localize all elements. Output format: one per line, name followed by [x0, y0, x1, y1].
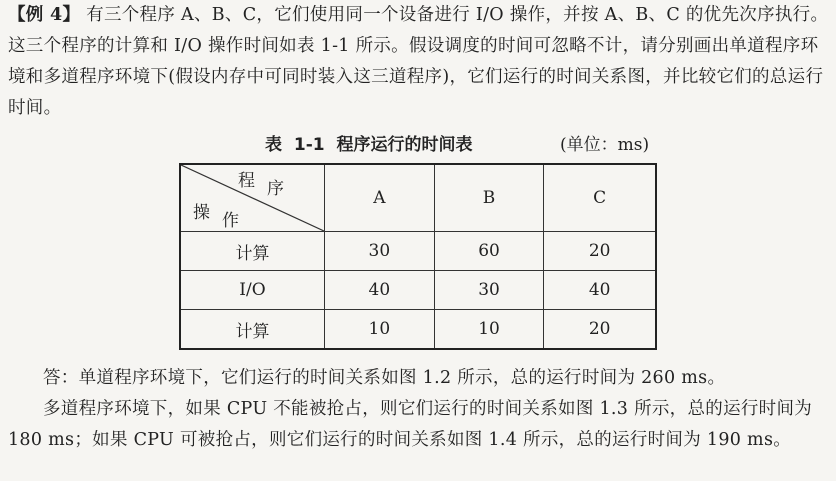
answer-section: [8, 363, 830, 456]
table-title: 表 1-1 程序运行的时间表: [265, 135, 473, 155]
diagonal-header-cell: [180, 164, 325, 232]
table-cell: 40: [325, 271, 435, 310]
table-cell: 10: [325, 310, 435, 350]
row-label: 计算: [180, 232, 325, 271]
answer-line-single: 答：单道程序环境下，它们运行的时间关系如图 1.2 所示，总的运行时间为 260 ms。: [43, 368, 726, 388]
table-cell: 10: [434, 310, 544, 350]
table-header-row: [180, 164, 656, 232]
table-caption: [0, 130, 836, 160]
table-cell: 30: [325, 232, 435, 271]
table-unit: (单位：ms): [560, 135, 650, 155]
table-row: [180, 232, 656, 271]
answer-line-multi: 多道程序环境下，如果 CPU 不能被抢占，则它们运行的时间关系如图 1.3 所示，总的运行时间为 180 ms；如果 CPU 可被抢占，则它们运行的时间关系如图 1.4 所示，总的运行时间为 190 ms。: [8, 399, 813, 450]
row-label: 计算: [180, 310, 325, 350]
column-header-c: C: [544, 164, 656, 232]
time-table: [179, 163, 657, 350]
problem-text: 有三个程序 A、B、C，它们使用同一个设备进行 I/O 操作，并按 A、B、C 的优先次序执行。这三个程序的计算和 I/O 操作时间如表 1-1 所示。假设调度的时间可忽略不计，请分别画出单道程序环境和多道程序环境下(假设内存中可同时装入这三道程序)，它们运行的时间关系图，并比较它们的总运行时间。: [8, 5, 829, 118]
table-cell: 20: [544, 232, 656, 271]
table-cell: 40: [544, 271, 656, 310]
table-row: [180, 271, 656, 310]
table-row: [180, 310, 656, 350]
header-program-label: 程序: [238, 171, 296, 199]
problem-paragraph: [8, 0, 830, 124]
column-header-a: A: [325, 164, 435, 232]
header-operation-label: 操作: [193, 203, 251, 231]
row-label: I/O: [180, 271, 325, 310]
table-cell: 30: [434, 271, 544, 310]
table-cell: 20: [544, 310, 656, 350]
table-cell: 60: [434, 232, 544, 271]
example-tag: 【例 4】: [8, 5, 81, 25]
column-header-b: B: [434, 164, 544, 232]
